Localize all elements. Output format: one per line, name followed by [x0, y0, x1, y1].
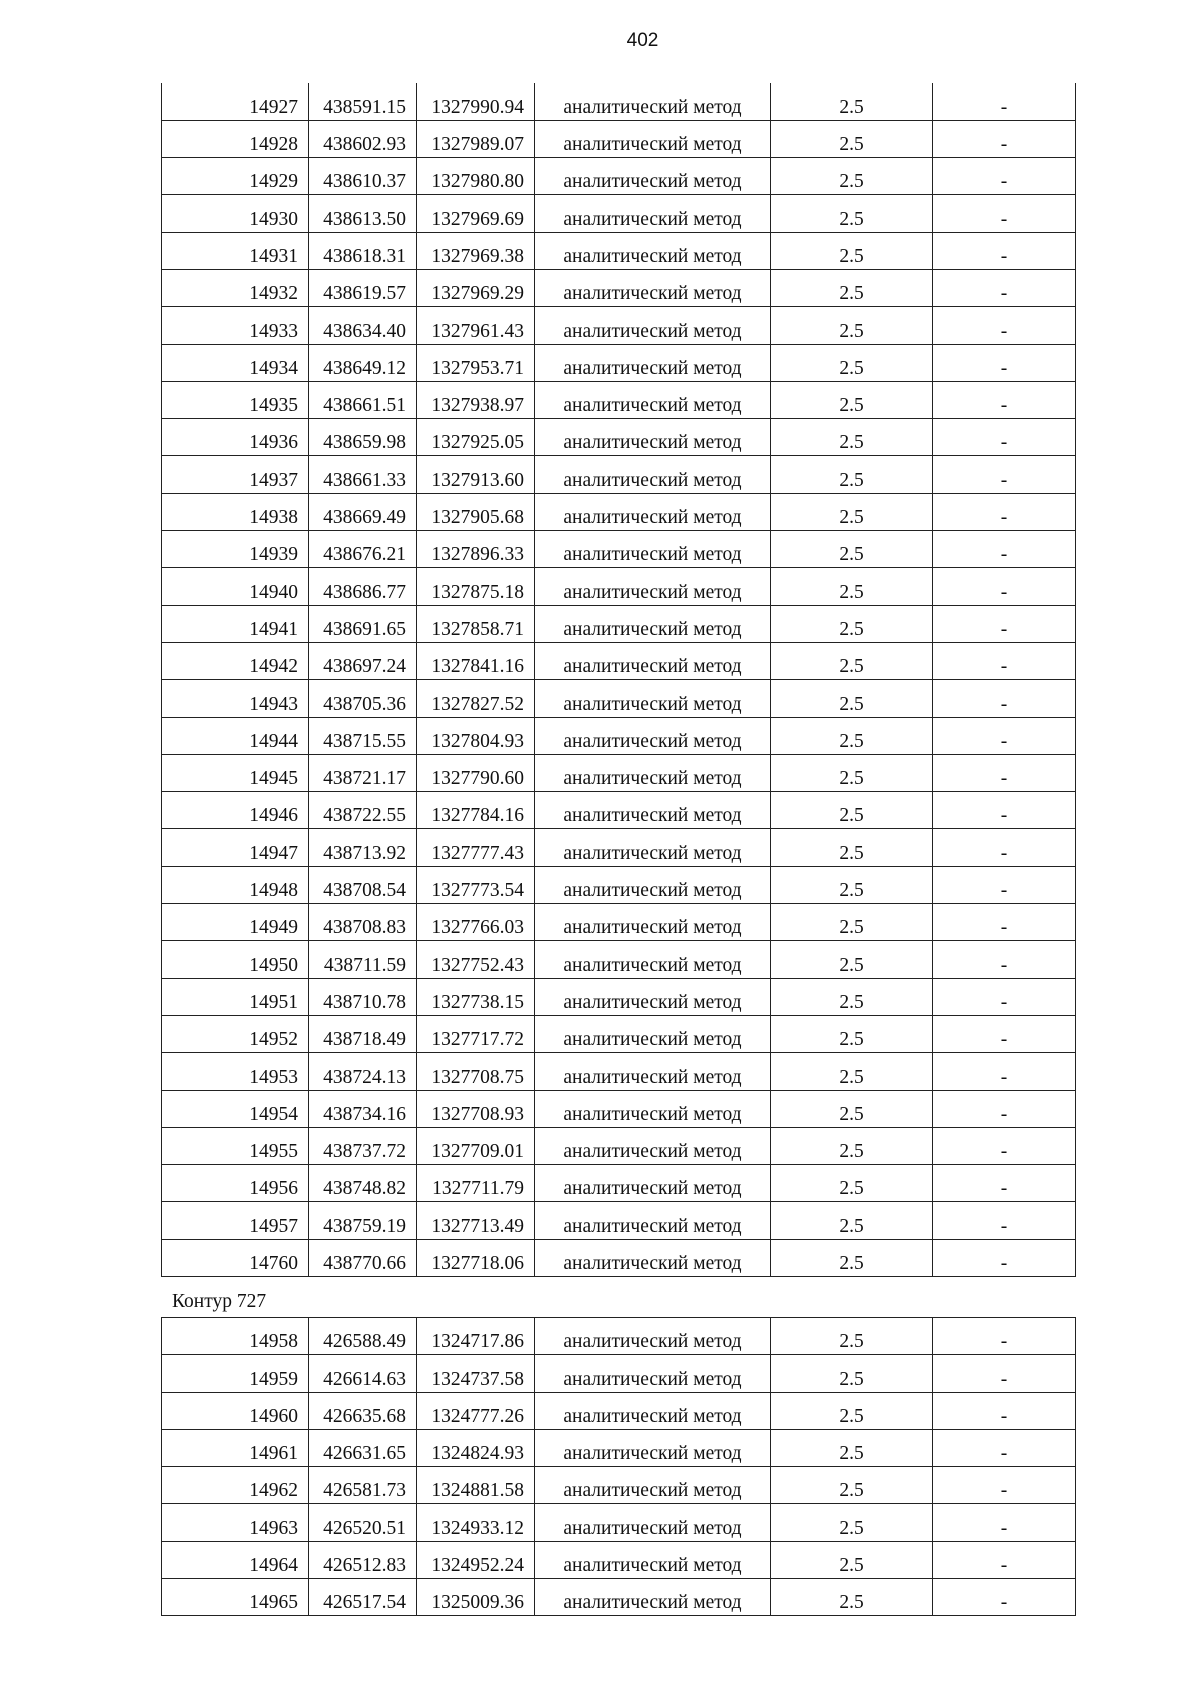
method-cell: аналитический метод — [535, 605, 771, 642]
accuracy-cell: 2.5 — [771, 158, 933, 195]
note-cell: - — [933, 307, 1076, 344]
accuracy-cell: 2.5 — [771, 1541, 933, 1578]
table-row — [162, 1467, 1076, 1504]
point-number-cell: 14958 — [162, 1318, 309, 1355]
method-cell: аналитический метод — [535, 344, 771, 381]
method-cell: аналитический метод — [535, 680, 771, 717]
x-coordinate-cell: 426614.63 — [309, 1355, 417, 1392]
y-coordinate-cell: 1327708.75 — [417, 1053, 535, 1090]
x-coordinate-cell: 438649.12 — [309, 344, 417, 381]
x-coordinate-cell: 438697.24 — [309, 642, 417, 679]
table-row — [162, 680, 1076, 717]
point-number-cell: 14929 — [162, 158, 309, 195]
table-row — [162, 1579, 1076, 1616]
accuracy-cell: 2.5 — [771, 1165, 933, 1202]
method-cell: аналитический метод — [535, 829, 771, 866]
table-row — [162, 1318, 1076, 1355]
point-number-cell: 14954 — [162, 1090, 309, 1127]
note-cell: - — [933, 195, 1076, 232]
y-coordinate-cell: 1327913.60 — [417, 456, 535, 493]
x-coordinate-cell: 438718.49 — [309, 1015, 417, 1052]
method-cell: аналитический метод — [535, 83, 771, 120]
x-coordinate-cell: 438634.40 — [309, 307, 417, 344]
table-row — [162, 83, 1076, 120]
table-row — [162, 1202, 1076, 1239]
y-coordinate-cell: 1327925.05 — [417, 419, 535, 456]
x-coordinate-cell: 438710.78 — [309, 978, 417, 1015]
note-cell: - — [933, 1015, 1076, 1052]
method-cell: аналитический метод — [535, 531, 771, 568]
x-coordinate-cell: 438713.92 — [309, 829, 417, 866]
x-coordinate-cell: 438711.59 — [309, 941, 417, 978]
point-number-cell: 14943 — [162, 680, 309, 717]
note-cell: - — [933, 1579, 1076, 1616]
note-cell: - — [933, 1392, 1076, 1429]
point-number-cell: 14957 — [162, 1202, 309, 1239]
accuracy-cell: 2.5 — [771, 680, 933, 717]
accuracy-cell: 2.5 — [771, 83, 933, 120]
contour-label: Контур 727 — [172, 1291, 267, 1312]
method-cell: аналитический метод — [535, 1355, 771, 1392]
method-cell: аналитический метод — [535, 904, 771, 941]
y-coordinate-cell: 1327766.03 — [417, 904, 535, 941]
x-coordinate-cell: 426520.51 — [309, 1504, 417, 1541]
x-coordinate-cell: 438661.51 — [309, 381, 417, 418]
table-row — [162, 717, 1076, 754]
accuracy-cell: 2.5 — [771, 307, 933, 344]
note-cell: - — [933, 904, 1076, 941]
accuracy-cell: 2.5 — [771, 1467, 933, 1504]
accuracy-cell: 2.5 — [771, 1429, 933, 1466]
method-cell: аналитический метод — [535, 419, 771, 456]
y-coordinate-cell: 1327953.71 — [417, 344, 535, 381]
accuracy-cell: 2.5 — [771, 1318, 933, 1355]
table-row — [162, 754, 1076, 791]
point-number-cell: 14939 — [162, 531, 309, 568]
note-cell: - — [933, 792, 1076, 829]
accuracy-cell: 2.5 — [771, 381, 933, 418]
x-coordinate-cell: 426512.83 — [309, 1541, 417, 1578]
table-row — [162, 941, 1076, 978]
point-number-cell: 14944 — [162, 717, 309, 754]
accuracy-cell: 2.5 — [771, 642, 933, 679]
method-cell: аналитический метод — [535, 1090, 771, 1127]
point-number-cell: 14927 — [162, 83, 309, 120]
x-coordinate-cell: 438676.21 — [309, 531, 417, 568]
y-coordinate-cell: 1327713.49 — [417, 1202, 535, 1239]
note-cell: - — [933, 419, 1076, 456]
note-cell: - — [933, 531, 1076, 568]
y-coordinate-cell: 1327969.69 — [417, 195, 535, 232]
table-row — [162, 829, 1076, 866]
table-row — [162, 195, 1076, 232]
accuracy-cell: 2.5 — [771, 1053, 933, 1090]
y-coordinate-cell: 1324933.12 — [417, 1504, 535, 1541]
accuracy-cell: 2.5 — [771, 792, 933, 829]
table-row — [162, 605, 1076, 642]
accuracy-cell: 2.5 — [771, 717, 933, 754]
y-coordinate-cell: 1327777.43 — [417, 829, 535, 866]
note-cell: - — [933, 269, 1076, 306]
method-cell: аналитический метод — [535, 307, 771, 344]
method-cell: аналитический метод — [535, 120, 771, 157]
y-coordinate-cell: 1324737.58 — [417, 1355, 535, 1392]
y-coordinate-cell: 1327875.18 — [417, 568, 535, 605]
point-number-cell: 14949 — [162, 904, 309, 941]
x-coordinate-cell: 438705.36 — [309, 680, 417, 717]
method-cell: аналитический метод — [535, 978, 771, 1015]
x-coordinate-cell: 438748.82 — [309, 1165, 417, 1202]
accuracy-cell: 2.5 — [771, 941, 933, 978]
point-number-cell: 14947 — [162, 829, 309, 866]
accuracy-cell: 2.5 — [771, 829, 933, 866]
point-number-cell: 14932 — [162, 269, 309, 306]
method-cell: аналитический метод — [535, 1318, 771, 1355]
accuracy-cell: 2.5 — [771, 344, 933, 381]
point-number-cell: 14946 — [162, 792, 309, 829]
accuracy-cell: 2.5 — [771, 1090, 933, 1127]
method-cell: аналитический метод — [535, 1541, 771, 1578]
point-number-cell: 14941 — [162, 605, 309, 642]
method-cell: аналитический метод — [535, 456, 771, 493]
table-row — [162, 1165, 1076, 1202]
x-coordinate-cell: 438613.50 — [309, 195, 417, 232]
method-cell: аналитический метод — [535, 1127, 771, 1164]
y-coordinate-cell: 1327709.01 — [417, 1127, 535, 1164]
accuracy-cell: 2.5 — [771, 419, 933, 456]
note-cell: - — [933, 493, 1076, 530]
table-row — [162, 232, 1076, 269]
note-cell: - — [933, 978, 1076, 1015]
accuracy-cell: 2.5 — [771, 1579, 933, 1616]
table-row — [162, 120, 1076, 157]
table-row — [162, 1541, 1076, 1578]
x-coordinate-cell: 438669.49 — [309, 493, 417, 530]
table-body — [162, 1318, 1076, 1616]
point-number-cell: 14951 — [162, 978, 309, 1015]
note-cell: - — [933, 568, 1076, 605]
table-row — [162, 1015, 1076, 1052]
x-coordinate-cell: 438759.19 — [309, 1202, 417, 1239]
accuracy-cell: 2.5 — [771, 1392, 933, 1429]
x-coordinate-cell: 426588.49 — [309, 1318, 417, 1355]
y-coordinate-cell: 1324952.24 — [417, 1541, 535, 1578]
x-coordinate-cell: 438610.37 — [309, 158, 417, 195]
x-coordinate-cell: 426631.65 — [309, 1429, 417, 1466]
note-cell: - — [933, 866, 1076, 903]
coordinates-table-contour-727 — [161, 1317, 1076, 1616]
method-cell: аналитический метод — [535, 754, 771, 791]
note-cell: - — [933, 754, 1076, 791]
point-number-cell: 14953 — [162, 1053, 309, 1090]
note-cell: - — [933, 120, 1076, 157]
x-coordinate-cell: 438661.33 — [309, 456, 417, 493]
method-cell: аналитический метод — [535, 1165, 771, 1202]
note-cell: - — [933, 1090, 1076, 1127]
y-coordinate-cell: 1327784.16 — [417, 792, 535, 829]
y-coordinate-cell: 1327980.80 — [417, 158, 535, 195]
method-cell: аналитический метод — [535, 792, 771, 829]
y-coordinate-cell: 1327752.43 — [417, 941, 535, 978]
coordinates-table-continued — [161, 83, 1076, 1277]
table-row — [162, 269, 1076, 306]
y-coordinate-cell: 1327790.60 — [417, 754, 535, 791]
method-cell: аналитический метод — [535, 195, 771, 232]
table-row — [162, 1127, 1076, 1164]
table-row — [162, 1504, 1076, 1541]
method-cell: аналитический метод — [535, 1239, 771, 1276]
accuracy-cell: 2.5 — [771, 568, 933, 605]
point-number-cell: 14956 — [162, 1165, 309, 1202]
point-number-cell: 14950 — [162, 941, 309, 978]
point-number-cell: 14952 — [162, 1015, 309, 1052]
note-cell: - — [933, 1429, 1076, 1466]
point-number-cell: 14936 — [162, 419, 309, 456]
x-coordinate-cell: 438722.55 — [309, 792, 417, 829]
accuracy-cell: 2.5 — [771, 754, 933, 791]
y-coordinate-cell: 1327961.43 — [417, 307, 535, 344]
table-row — [162, 344, 1076, 381]
accuracy-cell: 2.5 — [771, 904, 933, 941]
table-row — [162, 419, 1076, 456]
x-coordinate-cell: 438691.65 — [309, 605, 417, 642]
point-number-cell: 14955 — [162, 1127, 309, 1164]
note-cell: - — [933, 381, 1076, 418]
x-coordinate-cell: 438770.66 — [309, 1239, 417, 1276]
accuracy-cell: 2.5 — [771, 120, 933, 157]
accuracy-cell: 2.5 — [771, 1015, 933, 1052]
y-coordinate-cell: 1327989.07 — [417, 120, 535, 157]
table-row — [162, 904, 1076, 941]
point-number-cell: 14935 — [162, 381, 309, 418]
table-row — [162, 531, 1076, 568]
note-cell: - — [933, 1239, 1076, 1276]
point-number-cell: 14945 — [162, 754, 309, 791]
point-number-cell: 14930 — [162, 195, 309, 232]
method-cell: аналитический метод — [535, 158, 771, 195]
accuracy-cell: 2.5 — [771, 1202, 933, 1239]
point-number-cell: 14933 — [162, 307, 309, 344]
point-number-cell: 14961 — [162, 1429, 309, 1466]
accuracy-cell: 2.5 — [771, 232, 933, 269]
note-cell: - — [933, 829, 1076, 866]
note-cell: - — [933, 1127, 1076, 1164]
note-cell: - — [933, 232, 1076, 269]
y-coordinate-cell: 1327773.54 — [417, 866, 535, 903]
point-number-cell: 14934 — [162, 344, 309, 381]
accuracy-cell: 2.5 — [771, 1355, 933, 1392]
note-cell: - — [933, 456, 1076, 493]
y-coordinate-cell: 1327827.52 — [417, 680, 535, 717]
y-coordinate-cell: 1327708.93 — [417, 1090, 535, 1127]
accuracy-cell: 2.5 — [771, 493, 933, 530]
table-row — [162, 1053, 1076, 1090]
method-cell: аналитический метод — [535, 1579, 771, 1616]
y-coordinate-cell: 1327711.79 — [417, 1165, 535, 1202]
accuracy-cell: 2.5 — [771, 531, 933, 568]
x-coordinate-cell: 438708.83 — [309, 904, 417, 941]
x-coordinate-cell: 438659.98 — [309, 419, 417, 456]
y-coordinate-cell: 1327841.16 — [417, 642, 535, 679]
accuracy-cell: 2.5 — [771, 866, 933, 903]
y-coordinate-cell: 1327938.97 — [417, 381, 535, 418]
note-cell: - — [933, 1318, 1076, 1355]
y-coordinate-cell: 1324717.86 — [417, 1318, 535, 1355]
note-cell: - — [933, 605, 1076, 642]
y-coordinate-cell: 1327858.71 — [417, 605, 535, 642]
accuracy-cell: 2.5 — [771, 605, 933, 642]
note-cell: - — [933, 1467, 1076, 1504]
x-coordinate-cell: 438619.57 — [309, 269, 417, 306]
point-number-cell: 14928 — [162, 120, 309, 157]
point-number-cell: 14937 — [162, 456, 309, 493]
method-cell: аналитический метод — [535, 381, 771, 418]
accuracy-cell: 2.5 — [771, 456, 933, 493]
table-row — [162, 792, 1076, 829]
y-coordinate-cell: 1327804.93 — [417, 717, 535, 754]
table-row — [162, 978, 1076, 1015]
table-row — [162, 568, 1076, 605]
accuracy-cell: 2.5 — [771, 269, 933, 306]
point-number-cell: 14962 — [162, 1467, 309, 1504]
x-coordinate-cell: 438734.16 — [309, 1090, 417, 1127]
note-cell: - — [933, 344, 1076, 381]
point-number-cell: 14760 — [162, 1239, 309, 1276]
table-row — [162, 866, 1076, 903]
page-number: 402 — [626, 30, 659, 51]
note-cell: - — [933, 1202, 1076, 1239]
point-number-cell: 14931 — [162, 232, 309, 269]
note-cell: - — [933, 1541, 1076, 1578]
x-coordinate-cell: 426581.73 — [309, 1467, 417, 1504]
method-cell: аналитический метод — [535, 941, 771, 978]
accuracy-cell: 2.5 — [771, 1504, 933, 1541]
y-coordinate-cell: 1327969.38 — [417, 232, 535, 269]
x-coordinate-cell: 438737.72 — [309, 1127, 417, 1164]
point-number-cell: 14965 — [162, 1579, 309, 1616]
x-coordinate-cell: 438715.55 — [309, 717, 417, 754]
note-cell: - — [933, 1355, 1076, 1392]
point-number-cell: 14959 — [162, 1355, 309, 1392]
y-coordinate-cell: 1327738.15 — [417, 978, 535, 1015]
note-cell: - — [933, 1053, 1076, 1090]
y-coordinate-cell: 1324824.93 — [417, 1429, 535, 1466]
table-row — [162, 381, 1076, 418]
note-cell: - — [933, 680, 1076, 717]
table-row — [162, 307, 1076, 344]
method-cell: аналитический метод — [535, 493, 771, 530]
table-row — [162, 1392, 1076, 1429]
x-coordinate-cell: 438618.31 — [309, 232, 417, 269]
point-number-cell: 14938 — [162, 493, 309, 530]
table-row — [162, 1355, 1076, 1392]
method-cell: аналитический метод — [535, 1504, 771, 1541]
table-row — [162, 642, 1076, 679]
x-coordinate-cell: 426635.68 — [309, 1392, 417, 1429]
note-cell: - — [933, 1504, 1076, 1541]
method-cell: аналитический метод — [535, 1053, 771, 1090]
note-cell: - — [933, 83, 1076, 120]
x-coordinate-cell: 438591.15 — [309, 83, 417, 120]
method-cell: аналитический метод — [535, 717, 771, 754]
accuracy-cell: 2.5 — [771, 195, 933, 232]
x-coordinate-cell: 438708.54 — [309, 866, 417, 903]
accuracy-cell: 2.5 — [771, 978, 933, 1015]
accuracy-cell: 2.5 — [771, 1239, 933, 1276]
method-cell: аналитический метод — [535, 232, 771, 269]
method-cell: аналитический метод — [535, 269, 771, 306]
x-coordinate-cell: 438602.93 — [309, 120, 417, 157]
method-cell: аналитический метод — [535, 1392, 771, 1429]
table-row — [162, 493, 1076, 530]
note-cell: - — [933, 642, 1076, 679]
accuracy-cell: 2.5 — [771, 1127, 933, 1164]
y-coordinate-cell: 1327905.68 — [417, 493, 535, 530]
table-row — [162, 1429, 1076, 1466]
y-coordinate-cell: 1325009.36 — [417, 1579, 535, 1616]
point-number-cell: 14940 — [162, 568, 309, 605]
method-cell: аналитический метод — [535, 568, 771, 605]
table-row — [162, 456, 1076, 493]
note-cell: - — [933, 941, 1076, 978]
x-coordinate-cell: 438686.77 — [309, 568, 417, 605]
y-coordinate-cell: 1327969.29 — [417, 269, 535, 306]
method-cell: аналитический метод — [535, 866, 771, 903]
table-row — [162, 1090, 1076, 1127]
y-coordinate-cell: 1327718.06 — [417, 1239, 535, 1276]
method-cell: аналитический метод — [535, 1015, 771, 1052]
note-cell: - — [933, 1165, 1076, 1202]
y-coordinate-cell: 1327990.94 — [417, 83, 535, 120]
note-cell: - — [933, 158, 1076, 195]
x-coordinate-cell: 426517.54 — [309, 1579, 417, 1616]
table-body — [162, 83, 1076, 1277]
x-coordinate-cell: 438724.13 — [309, 1053, 417, 1090]
table-row — [162, 158, 1076, 195]
y-coordinate-cell: 1327896.33 — [417, 531, 535, 568]
y-coordinate-cell: 1324777.26 — [417, 1392, 535, 1429]
y-coordinate-cell: 1324881.58 — [417, 1467, 535, 1504]
table-row — [162, 1239, 1076, 1276]
method-cell: аналитический метод — [535, 1202, 771, 1239]
point-number-cell: 14942 — [162, 642, 309, 679]
method-cell: аналитический метод — [535, 1429, 771, 1466]
point-number-cell: 14948 — [162, 866, 309, 903]
y-coordinate-cell: 1327717.72 — [417, 1015, 535, 1052]
method-cell: аналитический метод — [535, 1467, 771, 1504]
point-number-cell: 14960 — [162, 1392, 309, 1429]
x-coordinate-cell: 438721.17 — [309, 754, 417, 791]
point-number-cell: 14964 — [162, 1541, 309, 1578]
point-number-cell: 14963 — [162, 1504, 309, 1541]
method-cell: аналитический метод — [535, 642, 771, 679]
note-cell: - — [933, 717, 1076, 754]
